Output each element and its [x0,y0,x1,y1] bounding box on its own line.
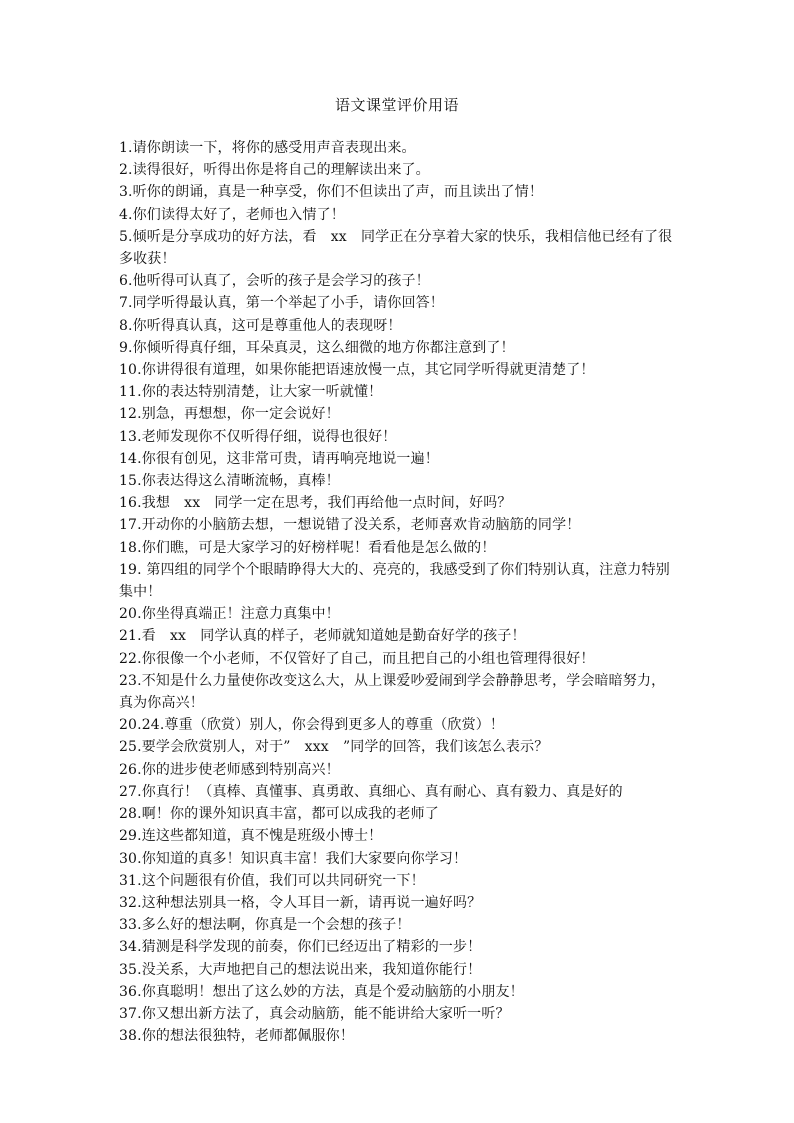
phrase-line: 34.猜测是科学发现的前奏，你们已经迈出了精彩的一步！ [119,939,482,956]
phrase-line: 2.读得很好，听得出你是将自己的理解读出来了。 [119,162,430,179]
document-title: 语文课堂评价用语 [334,96,459,114]
phrase-line: 14.你很有创见，这非常可贵，请再响亮地说一遍！ [119,450,439,467]
phrase-line: 36.你真聪明！想出了这么妙的方法，真是个爱动脑筋的小朋友！ [119,983,524,1000]
phrase-line: 28.啊！你的课外知识真丰富，都可以成我的老师了 [119,806,439,823]
phrase-line: 7.同学听得最认真，第一个举起了小手，请你回答！ [119,295,444,312]
phrase-line: 19. 第四组的同学个个眼睛睁得大大的、亮亮的，我感受到了你们特别认真，注意力特别集中！ [119,561,670,601]
phrase-line: 9.你倾听得真仔细，耳朵真灵，这么细微的地方你都注意到了！ [119,339,515,356]
phrase-line: 11.你的表达特别清楚，让大家一听就懂！ [119,384,383,401]
phrase-line: 22.你很像一个小老师，不仅管好了自己，而且把自己的小组也管理得很好！ [119,650,595,667]
phrase-line: 30.你知道的真多！知识真丰富！我们大家要向你学习！ [119,850,468,867]
phrase-line: 17.开动你的小脑筋去想，一想说错了没关系，老师喜欢肯动脑筋的同学！ [119,517,581,534]
phrase-line: 27.你真行！（真棒、真懂事、真勇敢、真细心、真有耐心、真有毅力、真是好的 [119,783,623,800]
phrase-line: 20.你坐得真端正！注意力真集中！ [119,606,340,623]
phrase-line: 33.多么好的想法啊，你真是一个会想的孩子！ [119,917,411,934]
phrase-list [119,137,679,1047]
phrase-line: 21.看 xx 同学认真的样子，老师就知道她是勤奋好学的孩子！ [119,628,526,645]
phrase-line: 35.没关系，大声地把自己的想法说出来，我知道你能行！ [119,961,482,978]
phrase-line: 37.你又想出新方法了，真会动脑筋，能不能讲给大家听一听？ [119,1005,510,1022]
phrase-line: 25.要学会欣赏别人，对于” xxx ”同学的回答，我们该怎么表示？ [119,739,549,756]
phrase-line: 29.连这些都知道，真不愧是班级小博士！ [119,828,383,845]
phrase-line: 1.请你朗读一下，将你的感受用声音表现出来。 [119,140,416,156]
phrase-line: 32.这种想法别具一格，令人耳目一新，请再说一遍好吗？ [119,894,482,911]
phrase-line: 12.别急，再想想，你一定会说好！ [119,406,340,423]
phrase-line: 18.你们瞧，可是大家学习的好榜样呢！看看他是怎么做的！ [119,539,496,556]
phrase-line: 38.你的想法很独特，老师都佩服你！ [119,1028,354,1045]
phrase-line: 13.老师发现你不仅听得仔细，说得也很好！ [119,428,397,445]
phrase-line: 10.你讲得很有道理，如果你能把语速放慢一点，其它同学听得就更清楚了！ [119,362,595,379]
phrase-line: 20.24.尊重（欣赏）别人，你会得到更多人的尊重（欣赏）！ [119,717,505,734]
phrase-line: 3.听你的朗诵，真是一种享受，你们不但读出了声，而且读出了情！ [119,184,544,201]
phrase-line: 5.倾听是分享成功的好方法，看 xx 同学正在分享着大家的快乐，我相信他已经有了很多收获！ [119,228,673,268]
phrase-line: 6.他听得可认真了，会听的孩子是会学习的孩子！ [119,273,430,290]
phrase-line: 16.我想 xx 同学一定在思考，我们再给他一点时间，好吗？ [119,495,512,512]
phrase-line: 4.你们读得太好了，老师也入情了！ [119,206,345,223]
phrase-line: 15.你表达得这么清晰流畅，真棒！ [119,473,340,490]
phrase-line: 23.不知是什么力量使你改变这么大，从上课爱吵爱闹到学会静静思考，学会暗暗努力，真为你高兴！ [119,672,666,712]
phrase-line: 8.你听得真认真，这可是尊重他人的表现呀！ [119,317,402,334]
phrase-line: 26.你的进步使老师感到特别高兴！ [119,761,340,778]
phrase-line: 31.这个问题很有价值，我们可以共同研究一下！ [119,872,425,889]
